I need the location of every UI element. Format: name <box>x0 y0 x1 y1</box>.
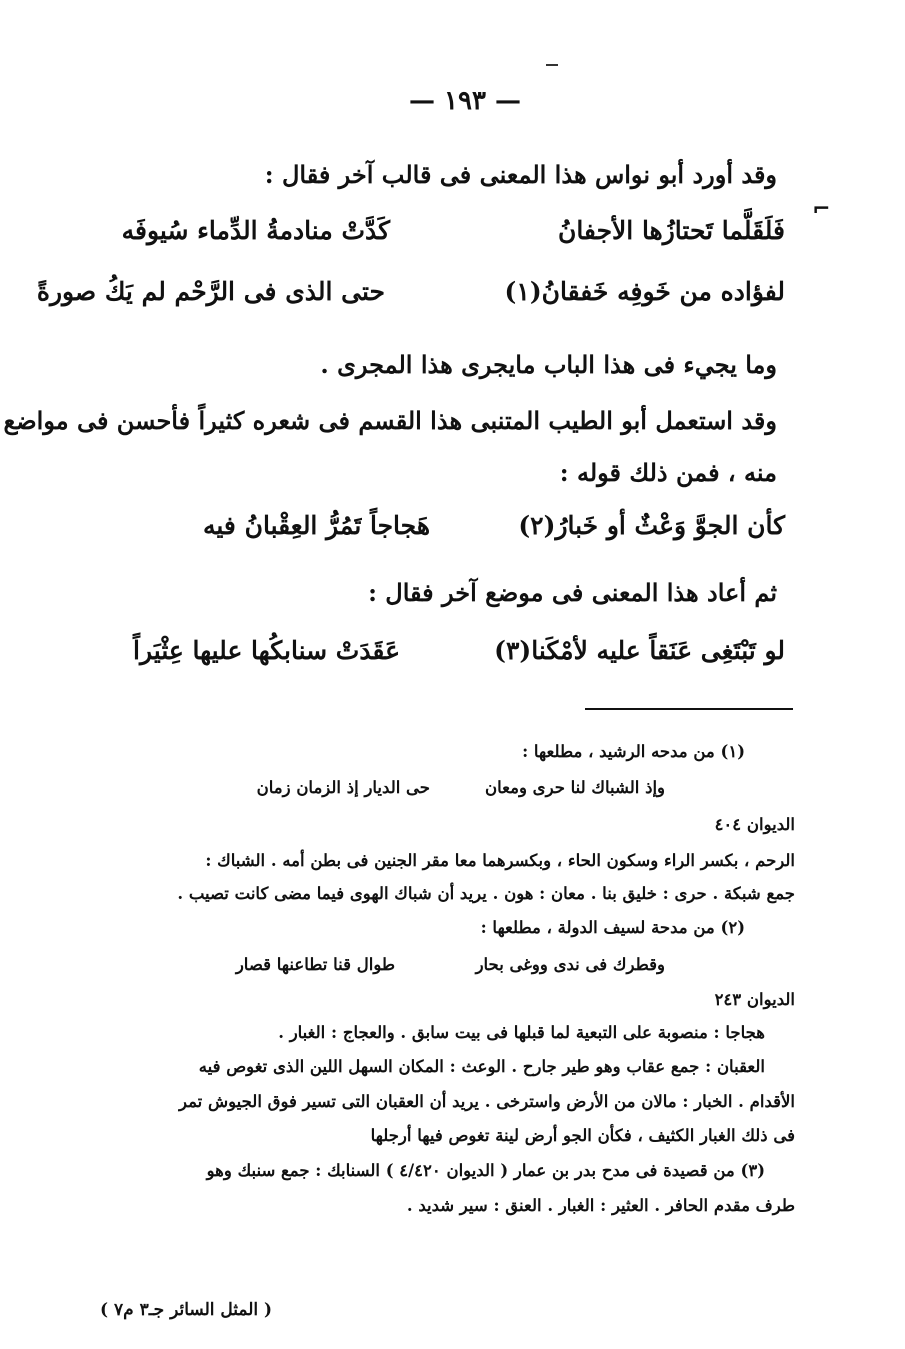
footnote-2-line-1: هجاجا : منصوبة على التبعية لما قبلها فى بيت سابق . والعجاج : الغبار . <box>278 1023 765 1042</box>
margin-mark: ⌐ <box>812 196 831 222</box>
footnote-2-line-3: الأقدام . الخبار : مالان من الأرض واسترخى . يريد أن العقبان التى تسير فوق الجيوش تمر <box>179 1092 795 1111</box>
footnote-3-line-2: طرف مقدم الحافر . العثير : الغبار . العنق : سير شديد . <box>406 1196 795 1215</box>
book-signature-footer: ( المثل السائر جـ٣ م٧ ) <box>100 1300 273 1320</box>
footnote-2-source: الديوان ٢٤٣ <box>714 990 795 1009</box>
footnote-2-verse-second: وقطرك فى ندى ووغى بحار <box>475 955 665 974</box>
page-number: — ١٩٣ — <box>408 86 522 116</box>
verse-2-second-hemistich: لفؤاده من خَوفِه خَفقانُ(١) <box>504 277 785 306</box>
footnote-3-line-1: (٣) من قصيدة فى مدح بدر بن عمار ( الديوان ٤/٤٢٠ ) السنابك : جمع سنبك وهو <box>206 1161 765 1180</box>
verse-1-first-hemistich: كَدَّتْ منادمةُ الدِّماء سُيوفَه <box>121 216 390 245</box>
footnote-separator <box>585 708 793 710</box>
paragraph-3-line-2: منه ، فمن ذلك قوله : <box>559 458 777 487</box>
verse-4-first-hemistich: عَقَدَتْ سنابكُها عليها عِثْيَراً <box>133 636 400 665</box>
footnote-1-verse-first: حى الديار إذ الزمان زمان <box>256 778 430 797</box>
footnote-2-line-4: فى ذلك الغبار الكثيف ، فكأن الجو أرض لينة تغوص فيها أرجلها <box>370 1126 795 1145</box>
verse-4-second-hemistich: لو تَبْتَغِى عَنَقاً عليه لأمْكَنا(٣) <box>494 636 785 665</box>
verse-3-second-hemistich: كأن الجوَّ وَعْثٌ أو خَبارُ(٢) <box>518 511 785 540</box>
footnote-2-line-2: العقبان : جمع عقاب وهو طير جارح . الوعث : المكان السهل اللين الذى تغوص فيه <box>198 1057 765 1076</box>
footnote-1-intro: (١) من مدحه الرشيد ، مطلعها : <box>522 742 745 761</box>
paragraph-1: وقد أورد أبو نواس هذا المعنى فى قالب آخر فقال : <box>264 160 777 189</box>
footnote-1-verse-second: وإذ الشباك لنا حرى ومعان <box>485 778 665 797</box>
footnote-2-intro: (٢) من مدحة لسيف الدولة ، مطلعها : <box>480 918 745 937</box>
paragraph-4: ثم أعاد هذا المعنى فى موضع آخر فقال : <box>368 578 777 607</box>
paragraph-3-line-1: وقد استعمل أبو الطيب المتنبى هذا القسم فى شعره كثيراً فأحسن فى مواضع <box>3 406 777 435</box>
margin-tick <box>546 64 558 66</box>
footnote-1-line-2: جمع شبكة . حرى : خليق بنا . معان : هون . يريد أن شباك الهوى فيما مضى كانت تصيب . <box>177 884 795 903</box>
footnote-2-verse-first: طوال قنا تطاعنها قصار <box>235 955 395 974</box>
verse-2-first-hemistich: حتى الذى فى الرَّحْم لم يَكُ صورةً <box>36 277 385 306</box>
paragraph-2: وما يجيء فى هذا الباب مايجرى هذا المجرى . <box>320 350 777 379</box>
footnote-1-line-1: الرحم ، بكسر الراء وسكون الحاء ، وبكسرهما معا مقر الجنين فى بطن أمه . الشباك : <box>205 851 795 870</box>
verse-3-first-hemistich: هَجاجاً تَمُرُّ العِقْبانُ فيه <box>202 511 430 540</box>
footnote-1-source: الديوان ٤٠٤ <box>714 815 795 834</box>
verse-1-second-hemistich: فَلَقَلَّما تَحتازُها الأجفانُ <box>557 216 785 245</box>
